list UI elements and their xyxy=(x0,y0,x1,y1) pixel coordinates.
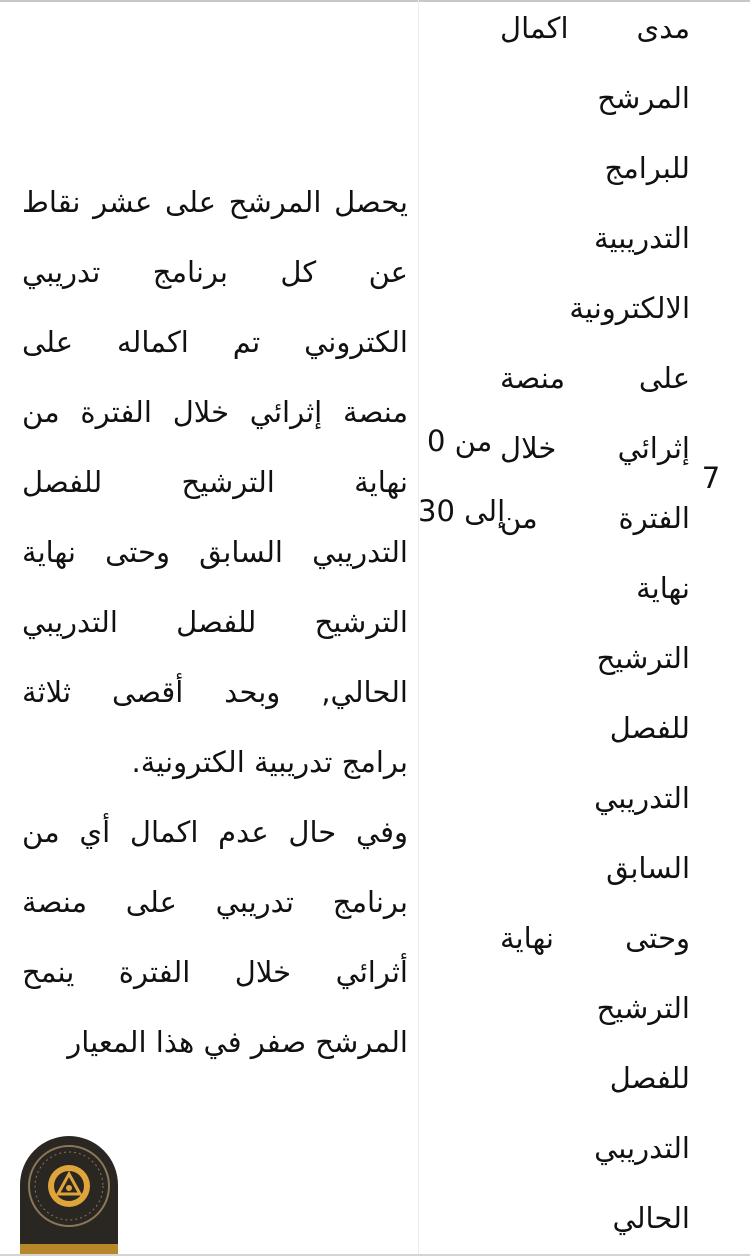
criterion-title-line xyxy=(500,630,690,700)
criterion-title-word: الحالي xyxy=(612,1201,690,1235)
criterion-title-line xyxy=(500,770,690,840)
description-line xyxy=(22,868,408,938)
criterion-title-word: على xyxy=(638,361,690,395)
criterion-title-word: التدريبي xyxy=(594,781,690,815)
column-divider xyxy=(418,0,419,1256)
description-line xyxy=(22,238,408,308)
criterion-title-word: المرشح xyxy=(597,81,690,115)
criterion-title-word: نهاية xyxy=(500,921,554,955)
criterion-description xyxy=(22,168,408,1078)
description-word: اكمال xyxy=(129,815,199,849)
criterion-title-word: الترشيح xyxy=(596,641,690,675)
description-word: المرشح xyxy=(228,185,322,219)
description-word: التدريبي xyxy=(22,605,118,639)
description-word: يحصل xyxy=(334,185,408,219)
criterion-title-word: اكمال xyxy=(500,11,569,45)
description-word: من xyxy=(22,395,60,429)
criterion-title-word: منصة xyxy=(500,361,565,395)
description-line xyxy=(22,308,408,378)
description-line xyxy=(22,378,408,448)
description-word: نهاية xyxy=(22,535,76,569)
criterion-title-word: للفصل xyxy=(609,1061,690,1095)
criterion-number: 7 xyxy=(701,461,721,495)
criterion-title-line xyxy=(500,1120,690,1190)
description-word: تدريبي xyxy=(22,255,101,289)
description-word: الترشيح xyxy=(181,465,275,499)
description-line xyxy=(22,518,408,588)
description-word: ثلاثة xyxy=(22,675,72,709)
description-line xyxy=(22,588,408,658)
description-line xyxy=(22,938,408,1008)
description-word: الترشيح xyxy=(314,605,408,639)
criterion-title-line xyxy=(500,140,690,210)
description-word: أي xyxy=(79,815,111,849)
description-word: وبحد xyxy=(224,675,281,709)
description-line xyxy=(22,448,408,518)
description-word: وحتى xyxy=(105,535,170,569)
description-word: للفصل xyxy=(22,465,103,499)
criterion-title-word: التدريبي xyxy=(594,1131,690,1165)
criterion-title-line xyxy=(500,490,690,560)
description-word: أثرائي xyxy=(335,955,408,989)
criterion-title-word: إثرائي xyxy=(617,431,690,465)
criterion-title-word: للبرامج xyxy=(604,151,690,185)
description-line xyxy=(22,728,408,798)
criterion-title-line xyxy=(500,350,690,420)
criterion-title-word: خلال xyxy=(500,431,557,465)
description-word: نهاية xyxy=(354,465,408,499)
description-word: التدريبي xyxy=(312,535,408,569)
description-word: المرشح صفر في هذا المعيار xyxy=(67,1025,408,1059)
score-range-from: من 0 xyxy=(427,424,493,458)
criterion-title-line xyxy=(500,1190,690,1260)
description-word: من xyxy=(22,815,60,849)
criterion-title-word: من xyxy=(500,501,538,535)
description-word: الكتروني xyxy=(304,325,408,359)
description-word: برامج تدريبية الكترونية. xyxy=(131,745,408,779)
description-word: أقصى xyxy=(112,675,184,709)
criterion-title-line xyxy=(500,980,690,1050)
criterion-title-line xyxy=(500,1050,690,1120)
criterion-title-line xyxy=(500,700,690,770)
criterion-title-word: نهاية xyxy=(636,571,690,605)
criterion-title xyxy=(500,0,690,1260)
description-word: خلال xyxy=(172,395,230,429)
seal-emblem-icon xyxy=(24,1140,114,1240)
criterion-title-line xyxy=(500,560,690,630)
criterion-title-word: التدريبية xyxy=(594,221,690,255)
description-word: خلال xyxy=(234,955,292,989)
criterion-title-word: السابق xyxy=(606,851,690,885)
criterion-title-line xyxy=(500,210,690,280)
criterion-title-word: الفترة xyxy=(618,501,690,535)
description-word: تم xyxy=(232,325,261,359)
description-word: على xyxy=(164,185,217,219)
description-word: عن xyxy=(368,255,408,289)
criterion-title-word: للفصل xyxy=(609,711,690,745)
description-word: على xyxy=(125,885,177,919)
score-range-to: إلى 30 xyxy=(418,494,506,528)
description-word: كل xyxy=(280,255,317,289)
description-word: الفترة xyxy=(118,955,191,989)
description-line xyxy=(22,1008,408,1078)
description-word: وفي xyxy=(355,815,408,849)
description-word: للفصل xyxy=(176,605,257,639)
description-word: ينمح xyxy=(22,955,75,989)
description-word: عدم xyxy=(218,815,269,849)
criterion-title-line xyxy=(500,420,690,490)
description-word: الفترة xyxy=(80,395,152,429)
organization-logo[interactable] xyxy=(20,1136,118,1256)
criterion-title-word: الترشيح xyxy=(596,991,690,1025)
description-word: نقاط xyxy=(22,185,81,219)
criterion-title-line xyxy=(500,910,690,980)
description-word: على xyxy=(22,325,74,359)
description-word: عشر xyxy=(93,185,153,219)
description-word: حال xyxy=(288,815,337,849)
description-word: اكماله xyxy=(117,325,189,359)
criterion-title-word: وحتى xyxy=(625,921,690,955)
description-line xyxy=(22,798,408,868)
criterion-title-word: مدى xyxy=(636,11,690,45)
description-word: منصة xyxy=(343,395,408,429)
criterion-title-line xyxy=(500,280,690,350)
description-word: تدريبي xyxy=(215,885,294,919)
description-word: برنامج xyxy=(332,885,408,919)
description-word: إثرائي xyxy=(249,395,323,429)
criterion-title-word: الالكترونية xyxy=(569,291,690,325)
description-line xyxy=(22,658,408,728)
description-word: منصة xyxy=(22,885,87,919)
criterion-title-line xyxy=(500,840,690,910)
description-word: الحالي, xyxy=(321,675,408,709)
description-word: السابق xyxy=(199,535,283,569)
description-word: برنامج xyxy=(152,255,228,289)
criterion-title-line xyxy=(500,0,690,70)
criterion-title-line xyxy=(500,70,690,140)
description-line xyxy=(22,168,408,238)
